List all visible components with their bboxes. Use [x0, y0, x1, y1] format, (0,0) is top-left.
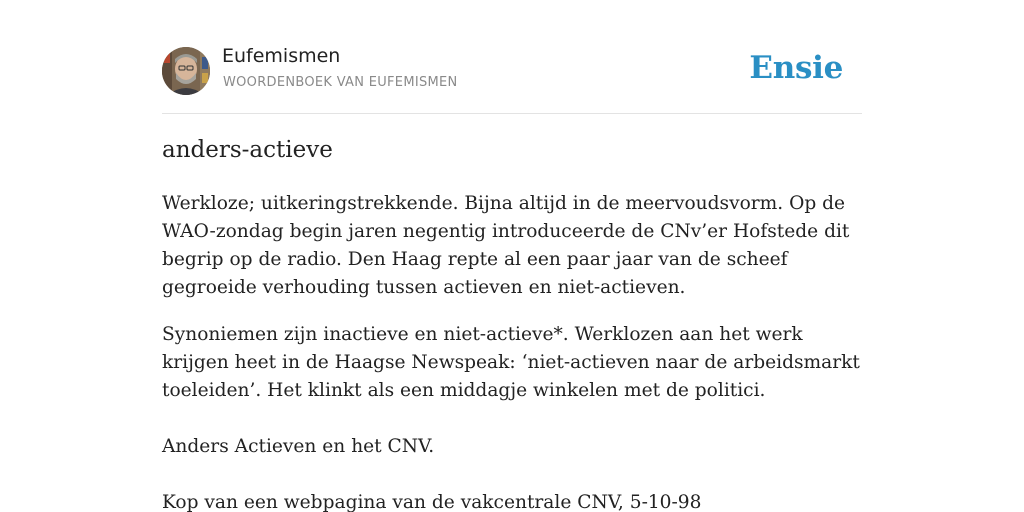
entry-body — [162, 190, 872, 512]
entry-paragraph: Werkloze; uitkeringstrekkende. Bijna altijd in de meervoudsvorm. Op de WAO-zondag begin jaren negentig introduceerde de CNv’er Hofstede dit begrip op de radio. Den Haag repte al een paar jaar van de scheef gegroeide verhouding tussen actieven en niet-actieven. — [162, 193, 850, 298]
author-portrait-icon — [162, 47, 210, 95]
content-container — [162, 0, 862, 512]
ensie-logo[interactable]: Ensie — [749, 50, 843, 86]
avatar[interactable] — [162, 47, 210, 95]
entry-paragraph: Anders Actieven en het CNV. — [162, 436, 435, 457]
author-name[interactable]: Eufemismen — [222, 45, 341, 67]
entry-paragraph: Kop van een webpagina van de vakcentrale CNV, 5-10-98 — [162, 492, 702, 512]
author-subtitle[interactable]: WOORDENBOEK VAN EUFEMISMEN — [223, 75, 458, 90]
entry-title: anders-actieve — [162, 137, 333, 163]
header — [162, 0, 862, 114]
entry-paragraph: Synoniemen zijn inactieve en niet-actieve*. Werklozen aan het werk krijgen heet in de Haagse Newspeak: ‘niet-actieven naar de arbeidsmarkt toeleiden’. Het klinkt als een middagje winkelen met de politici. — [162, 324, 860, 401]
